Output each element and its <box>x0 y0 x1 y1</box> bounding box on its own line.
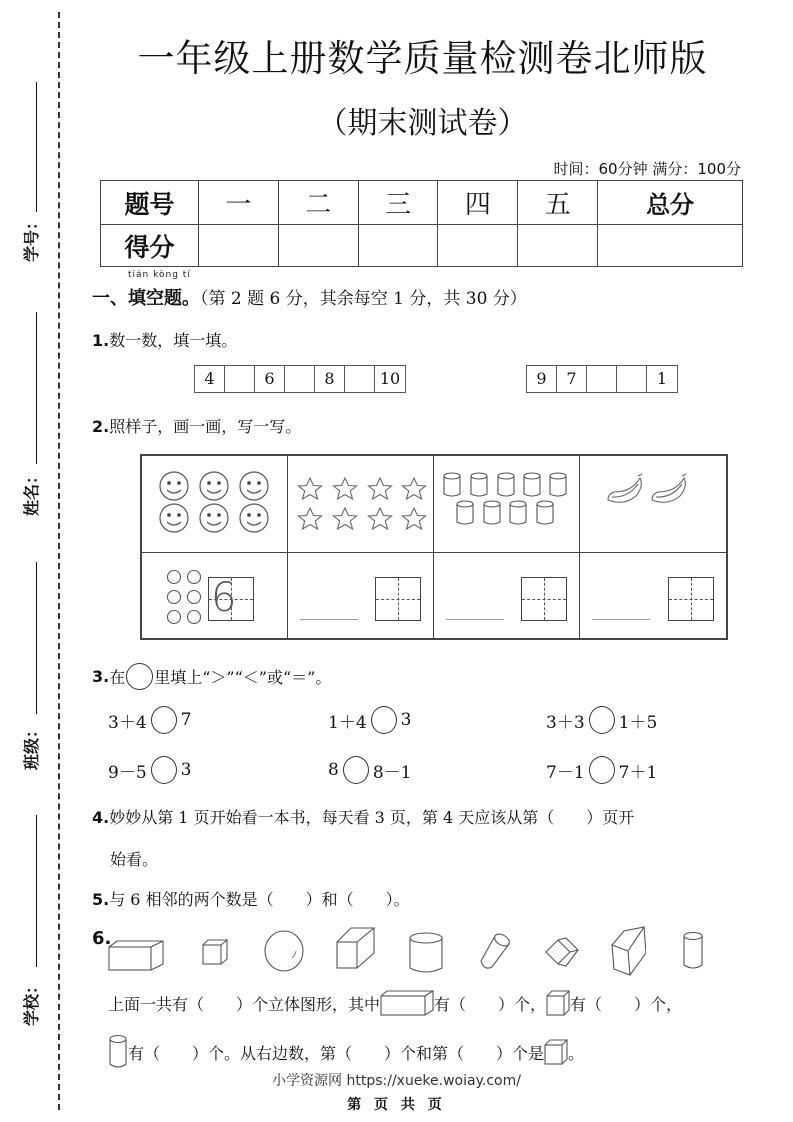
compare-item <box>108 706 191 734</box>
question-number: 1. <box>92 331 110 350</box>
score-col-2: 二 <box>278 181 358 225</box>
question-6-line-1 <box>108 990 682 1016</box>
question-text: 在 <box>109 668 126 687</box>
student-id-label: 学号： <box>22 214 41 263</box>
score-table-row-label: 题号 <box>101 181 199 225</box>
score-col-total: 总分 <box>598 181 743 225</box>
strip-cell: 1 <box>656 369 668 388</box>
writing-grid-box[interactable] <box>521 577 567 621</box>
draw-write-grid <box>140 454 728 640</box>
strip-cell: 6 <box>255 366 285 392</box>
cuboid-upright-icon <box>336 927 376 969</box>
cell-smiley-faces <box>142 456 288 553</box>
score-row-label: 得分 <box>101 225 199 267</box>
score-table-header-row <box>101 181 743 225</box>
strip-cell: 4 <box>195 366 225 392</box>
strip-cell: 7 <box>557 366 587 392</box>
cuboid-icon <box>380 990 434 1016</box>
name-label: 姓名： <box>22 468 41 517</box>
strip-blank[interactable] <box>617 366 647 392</box>
solid-shapes-row <box>104 925 724 985</box>
cell-answer-cylinders <box>434 553 580 638</box>
compare-right: 7 <box>180 710 192 730</box>
compare-circle[interactable] <box>151 706 177 734</box>
question-text: 妙妙从第 1 页开始看一本书，每天看 3 页，第 4 天应该从第（ ）页开 <box>109 808 635 827</box>
smiley-face-icon <box>142 456 287 548</box>
score-cell[interactable] <box>358 225 438 267</box>
student-id-line <box>36 82 37 212</box>
page-subtitle: （期末测试卷） <box>317 106 528 141</box>
question-number: 3. <box>92 667 110 686</box>
compare-circle[interactable] <box>343 756 369 784</box>
compare-item <box>108 756 191 784</box>
score-col-3: 三 <box>358 181 438 225</box>
question-text: 。 <box>568 1043 585 1063</box>
compare-circle[interactable] <box>589 706 615 734</box>
compare-left: 3＋4 <box>108 712 147 733</box>
exam-meta: 时间：60分钟 满分：100分 <box>553 160 741 178</box>
cell-answer-bananas <box>580 553 726 638</box>
writing-grid-box[interactable] <box>668 577 714 621</box>
footer-page-number: 第 页 共 页 <box>347 1097 446 1113</box>
question-text: 上面一共有（ ）个立体图形，其中 <box>108 994 381 1014</box>
cell-stars <box>288 456 434 553</box>
score-cell[interactable] <box>199 225 279 267</box>
question-6-line-2 <box>108 1034 584 1070</box>
school-line <box>36 815 37 967</box>
compare-left: 9－5 <box>108 762 147 783</box>
question-1 <box>92 328 237 351</box>
score-cell[interactable] <box>598 225 743 267</box>
compare-circle[interactable] <box>151 756 177 784</box>
question-number: 4. <box>92 808 110 827</box>
question-number: 2. <box>92 417 110 436</box>
example-number: 6 <box>211 575 237 621</box>
compare-item <box>328 706 411 734</box>
draw-line-blank[interactable] <box>446 619 504 620</box>
strip-blank[interactable] <box>587 366 617 392</box>
question-text: 有（ ）个， <box>434 994 547 1014</box>
question-number: 6. <box>92 928 112 949</box>
cube-icon <box>546 990 570 1016</box>
compare-left: 3＋3 <box>546 712 585 733</box>
draw-line-blank[interactable] <box>300 619 358 620</box>
score-col-1: 一 <box>199 181 279 225</box>
cell-cylinders <box>434 456 580 553</box>
question-text: 数一数，填一填。 <box>109 331 238 350</box>
compare-right: 3 <box>400 710 412 730</box>
strip-cell: 9 <box>527 366 557 392</box>
strip-blank[interactable] <box>285 366 315 392</box>
section-heading: 一、填空题。 <box>92 288 200 309</box>
cylinder-icon <box>408 931 444 975</box>
compare-circle[interactable] <box>589 756 615 784</box>
compare-left: 7－1 <box>546 762 585 783</box>
score-cell[interactable] <box>278 225 358 267</box>
question-text: 有（ ）个， <box>570 994 683 1014</box>
tilted-cuboid-icon <box>608 925 646 977</box>
strip-cell: 10 <box>379 369 401 388</box>
tall-cylinder-icon <box>682 931 704 971</box>
score-cell[interactable] <box>518 225 598 267</box>
score-table <box>100 180 743 267</box>
binding-dashed-line <box>58 12 60 1110</box>
tilted-cylinder-icon <box>478 931 514 975</box>
sphere-icon <box>262 929 306 973</box>
compare-item <box>328 756 411 784</box>
circle-icon <box>126 663 153 690</box>
draw-line-blank[interactable] <box>592 619 650 620</box>
compare-circle[interactable] <box>371 706 397 734</box>
cube-icon <box>202 939 228 965</box>
compare-right: 1＋5 <box>618 712 658 733</box>
compare-right: 8－1 <box>372 762 412 783</box>
compare-item <box>546 756 657 784</box>
score-col-4: 四 <box>438 181 518 225</box>
compare-item <box>546 706 657 734</box>
star-icon <box>288 456 433 548</box>
question-text: 与 6 相邻的两个数是（ ）和（ ）。 <box>109 890 410 909</box>
name-line <box>36 312 37 464</box>
school-label: 学校： <box>22 978 41 1027</box>
number-strip-b <box>526 365 678 393</box>
question-text: 照样子，画一画，写一写。 <box>109 417 302 436</box>
cell-answer-stars <box>288 553 434 638</box>
section-pinyin: tián kòng tí <box>128 270 191 280</box>
class-line <box>36 562 37 714</box>
class-label: 班级： <box>22 722 41 771</box>
question-5 <box>92 887 410 910</box>
compare-right: 7＋1 <box>618 762 658 783</box>
cube-icon <box>544 1039 568 1065</box>
cell-bananas <box>580 456 726 553</box>
compare-left: 1＋4 <box>328 712 367 733</box>
section-note: （第 2 题 6 分，其余每空 1 分，共 30 分） <box>200 289 527 309</box>
score-table-score-row <box>101 225 743 267</box>
section-title <box>92 284 527 310</box>
writing-grid-box <box>208 577 254 621</box>
strip-blank[interactable] <box>345 366 375 392</box>
question-text: 里填上“＞”“＜”或“＝”。 <box>154 668 332 687</box>
tilted-cube-icon <box>544 935 582 969</box>
score-cell[interactable] <box>438 225 518 267</box>
question-4 <box>92 805 634 828</box>
footer-site: 小学资源网 https://xueke.woiay.com/ <box>272 1073 521 1089</box>
cuboid-icon <box>108 939 164 971</box>
question-4-continued: 始看。 <box>110 850 159 869</box>
strip-cell: 8 <box>315 366 345 392</box>
question-3 <box>92 663 331 690</box>
cell-example-answer <box>142 553 288 638</box>
compare-left: 8 <box>328 760 339 780</box>
compare-right: 3 <box>180 760 192 780</box>
number-strip-a <box>194 365 406 393</box>
question-2 <box>92 414 301 437</box>
cylinder-icon <box>434 456 579 548</box>
banana-icon <box>580 456 725 548</box>
score-col-5: 五 <box>518 181 598 225</box>
question-text: 有（ ）个。从右边数，第（ ）个和第（ ）个是 <box>128 1043 545 1063</box>
cylinder-icon <box>108 1034 128 1070</box>
strip-blank[interactable] <box>225 366 255 392</box>
page-title: 一年级上册数学质量检测卷北师版 <box>137 37 708 80</box>
question-number: 5. <box>92 890 110 909</box>
writing-grid-box[interactable] <box>375 577 421 621</box>
